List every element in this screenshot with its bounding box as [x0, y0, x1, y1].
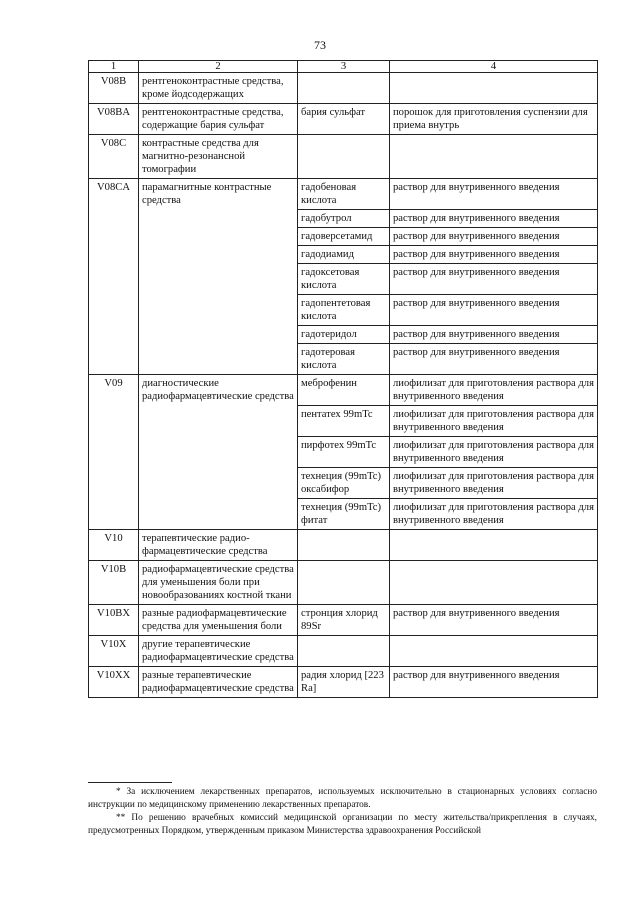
group-name-cell: парамагнитные контрастные средства: [139, 179, 298, 375]
table-row: [89, 561, 598, 605]
dosage-form-cell: лиофилизат для приготовления раствора для внутривенного введения: [390, 406, 598, 437]
table-row: [89, 73, 598, 104]
drug-name-cell: гадотеридол: [298, 326, 390, 344]
dosage-form-cell: раствор для внутривенного введения: [390, 344, 598, 375]
dosage-form-cell: раствор для внутривенного введения: [390, 179, 598, 210]
dosage-form-cell: раствор для внутривенного введения: [390, 295, 598, 326]
page-number: 73: [314, 38, 326, 52]
table-row: [89, 530, 598, 561]
drug-name-cell: технеция (99mTc) оксабифор: [298, 468, 390, 499]
footnote-2: ** По решению врачебных комиссий медицинской организации по месту жительства/прикрепления в случаях, предусмотренных Порядком, утвержденным приказом Министерства здравоохранения Российской: [88, 813, 597, 836]
drug-name-cell: радия хлорид [223 Ra]: [298, 667, 390, 698]
dosage-form-cell: лиофилизат для приготовления раствора для внутривенного введения: [390, 375, 598, 406]
dosage-form-cell: лиофилизат для приготовления раствора для внутривенного введения: [390, 499, 598, 530]
dosage-form-cell: раствор для внутривенного введения: [390, 667, 598, 698]
drug-name-cell: [298, 135, 390, 179]
dosage-form-cell: [390, 135, 598, 179]
atc-code-cell: V08B: [89, 73, 139, 104]
dosage-form-cell: [390, 561, 598, 605]
dosage-form-cell: [390, 636, 598, 667]
group-name-cell: диагностические радиофармацевтические средства: [139, 375, 298, 530]
atc-code-cell: V08BA: [89, 104, 139, 135]
table-body: [89, 73, 598, 698]
drug-name-cell: гадоверсетамид: [298, 228, 390, 246]
group-name-cell: разные радиофармацевтические средства для уменьшения боли: [139, 605, 298, 636]
table-row: [89, 179, 598, 210]
column-header: 1: [89, 61, 139, 73]
drug-name-cell: гадобеновая кислота: [298, 179, 390, 210]
dosage-form-cell: раствор для внутривенного введения: [390, 605, 598, 636]
atc-code-cell: V10BX: [89, 605, 139, 636]
column-header-row: [89, 61, 598, 73]
drug-name-cell: стронция хлорид 89Sr: [298, 605, 390, 636]
table-row: [89, 375, 598, 406]
drug-name-cell: гадодиамид: [298, 246, 390, 264]
footnote-rule: [88, 782, 172, 783]
dosage-form-cell: раствор для внутривенного введения: [390, 264, 598, 295]
column-header: 2: [139, 61, 298, 73]
table-row: [89, 605, 598, 636]
group-name-cell: рентгеноконтрастные средства, содержащие бария сульфат: [139, 104, 298, 135]
drug-name-cell: гадотеровая кислота: [298, 344, 390, 375]
column-header: 3: [298, 61, 390, 73]
drug-name-cell: гадобутрол: [298, 210, 390, 228]
dosage-form-cell: раствор для внутривенного введения: [390, 210, 598, 228]
footnote-1: * За исключением лекарственных препаратов, используемых исключительно в стационарных условиях согласно инструкции по медицинскому применению лекарственных препаратов.: [88, 787, 597, 810]
group-name-cell: контрастные средства для магнитно-резонансной томографии: [139, 135, 298, 179]
group-name-cell: терапевтические радио-фармацевтические средства: [139, 530, 298, 561]
dosage-form-cell: [390, 73, 598, 104]
dosage-form-cell: раствор для внутривенного введения: [390, 228, 598, 246]
dosage-form-cell: раствор для внутривенного введения: [390, 326, 598, 344]
table-row: [89, 636, 598, 667]
drug-name-cell: технеция (99mTc) фитат: [298, 499, 390, 530]
atc-code-cell: V10B: [89, 561, 139, 605]
atc-code-cell: V10XX: [89, 667, 139, 698]
dosage-form-cell: [390, 530, 598, 561]
table-row: [89, 135, 598, 179]
atc-code-cell: V08C: [89, 135, 139, 179]
drug-name-cell: [298, 561, 390, 605]
drug-name-cell: пентатех 99mTc: [298, 406, 390, 437]
drug-name-cell: гадоксетовая кислота: [298, 264, 390, 295]
group-name-cell: радиофармацевтические средства для уменьшения боли при новообразованиях костной ткани: [139, 561, 298, 605]
dosage-form-cell: лиофилизат для приготовления раствора для внутривенного введения: [390, 437, 598, 468]
group-name-cell: другие терапевтические радиофармацевтические средства: [139, 636, 298, 667]
drug-name-cell: пирфотех 99mTc: [298, 437, 390, 468]
drug-name-cell: гадопентетовая кислота: [298, 295, 390, 326]
group-name-cell: рентгеноконтрастные средства, кроме йодсодержащих: [139, 73, 298, 104]
drug-name-cell: меброфенин: [298, 375, 390, 406]
drug-name-cell: [298, 530, 390, 561]
table-row: [89, 667, 598, 698]
dosage-form-cell: лиофилизат для приготовления раствора для внутривенного введения: [390, 468, 598, 499]
atc-code-cell: V10X: [89, 636, 139, 667]
atc-code-cell: V10: [89, 530, 139, 561]
drug-table: [88, 60, 598, 698]
drug-name-cell: [298, 636, 390, 667]
dosage-form-cell: порошок для приготовления суспензии для приема внутрь: [390, 104, 598, 135]
atc-code-cell: V09: [89, 375, 139, 530]
drug-name-cell: [298, 73, 390, 104]
table-row: [89, 104, 598, 135]
group-name-cell: разные терапевтические радиофармацевтические средства: [139, 667, 298, 698]
drug-name-cell: бария сульфат: [298, 104, 390, 135]
column-header: 4: [390, 61, 598, 73]
atc-code-cell: V08CA: [89, 179, 139, 375]
dosage-form-cell: раствор для внутривенного введения: [390, 246, 598, 264]
